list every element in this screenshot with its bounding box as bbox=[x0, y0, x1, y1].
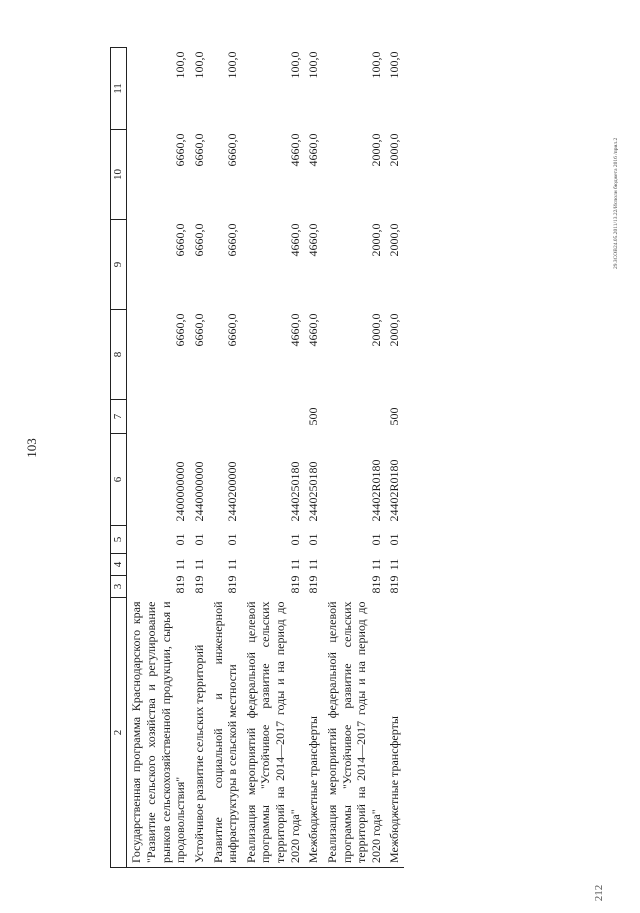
table-row bbox=[242, 48, 305, 868]
column-number-header-row bbox=[111, 48, 127, 868]
amount-col-10: 6660,0 bbox=[173, 133, 188, 167]
header-col-5: 5 bbox=[111, 526, 127, 554]
expense-type-code: 500 bbox=[306, 407, 321, 426]
row-name: Развитие социальной и инженерной инфраструктуры в сельской местности bbox=[209, 598, 242, 868]
section-code: 11 bbox=[287, 558, 302, 571]
row-name: Государственная программа Краснодарского края "Развитие сельского хозяйства и регулирование рынков сельскохозяйственной продукции, сырья и продовольствия" bbox=[127, 598, 190, 868]
percent-col-11: 100,0 bbox=[191, 51, 206, 79]
amount-col-8: 6660,0 bbox=[173, 313, 188, 347]
ministry-code: 819 bbox=[287, 575, 302, 594]
target-article-code: 2440200000 bbox=[225, 461, 240, 522]
amount-col-10: 2000,0 bbox=[368, 133, 383, 167]
header-col-4: 4 bbox=[111, 554, 127, 576]
ministry-code: 819 bbox=[173, 575, 188, 594]
header-col-3: 3 bbox=[111, 576, 127, 598]
amount-col-9: 6660,0 bbox=[191, 223, 206, 257]
sheet-number-mark: 212 bbox=[593, 884, 605, 902]
percent-col-11: 100,0 bbox=[173, 51, 188, 79]
amount-col-10: 6660,0 bbox=[225, 133, 240, 167]
ministry-code: 819 bbox=[225, 575, 240, 594]
amount-col-9: 6660,0 bbox=[173, 223, 188, 257]
amount-col-9: 4660,0 bbox=[287, 223, 302, 257]
table-row bbox=[209, 48, 242, 868]
amount-col-10: 4660,0 bbox=[306, 133, 321, 167]
ministry-code: 819 bbox=[368, 575, 383, 594]
table-row bbox=[385, 48, 404, 868]
target-article-code: 2440250180 bbox=[287, 461, 302, 522]
header-col-10: 10 bbox=[111, 130, 127, 220]
header-col-9: 9 bbox=[111, 220, 127, 310]
amount-col-10: 6660,0 bbox=[191, 133, 206, 167]
percent-col-11: 100,0 bbox=[387, 51, 402, 79]
amount-col-9: 2000,0 bbox=[387, 223, 402, 257]
amount-col-10: 4660,0 bbox=[287, 133, 302, 167]
subsection-code: 01 bbox=[225, 533, 240, 546]
amount-col-10: 2000,0 bbox=[387, 133, 402, 167]
section-code: 11 bbox=[306, 558, 321, 571]
expense-type-code bbox=[190, 400, 209, 434]
amount-col-8: 4660,0 bbox=[287, 313, 302, 347]
expense-type-code bbox=[242, 400, 305, 434]
table-row bbox=[127, 48, 190, 868]
header-col-11: 11 bbox=[111, 48, 127, 130]
ministry-code: 819 bbox=[387, 575, 402, 594]
section-code: 11 bbox=[191, 558, 206, 571]
amount-col-8: 6660,0 bbox=[191, 313, 206, 347]
table-row bbox=[323, 48, 386, 868]
expense-type-code bbox=[323, 400, 386, 434]
section-code: 11 bbox=[387, 558, 402, 571]
ministry-code: 819 bbox=[191, 575, 206, 594]
subsection-code: 01 bbox=[173, 533, 188, 546]
expense-type-code bbox=[209, 400, 242, 434]
percent-col-11: 100,0 bbox=[368, 51, 383, 79]
target-article-code: 2440250180 bbox=[306, 461, 321, 522]
percent-col-11: 100,0 bbox=[225, 51, 240, 79]
amount-col-9: 4660,0 bbox=[306, 223, 321, 257]
row-name: Устойчивое развитие сельских территорий bbox=[190, 598, 209, 868]
percent-col-11: 100,0 bbox=[306, 51, 321, 79]
header-col-6: 6 bbox=[111, 434, 127, 526]
header-col-8: 8 bbox=[111, 310, 127, 400]
rotated-table-wrapper bbox=[110, 48, 610, 868]
document-footer-code: 29.ЗСОВ24.05.2011/13.22/Исполн бюджета 2016 /прил.2 bbox=[613, 137, 619, 269]
subsection-code: 01 bbox=[387, 533, 402, 546]
target-article-code: 2440000000 bbox=[191, 461, 206, 522]
row-name: Межбюджетные трансферты bbox=[385, 598, 404, 868]
table-row bbox=[190, 48, 209, 868]
expense-type-code bbox=[127, 400, 190, 434]
amount-col-8: 4660,0 bbox=[306, 313, 321, 347]
subsection-code: 01 bbox=[287, 533, 302, 546]
section-code: 11 bbox=[173, 558, 188, 571]
subsection-code: 01 bbox=[191, 533, 206, 546]
target-article-code: 24402R0180 bbox=[368, 459, 383, 522]
amount-col-8: 2000,0 bbox=[368, 313, 383, 347]
row-name: Реализация мероприятий федеральной целевой программы "Устойчивое развитие сельских территорий на 2014—2017 годы и на период до 2020 года" bbox=[242, 598, 305, 868]
subsection-code: 01 bbox=[368, 533, 383, 546]
amount-col-9: 6660,0 bbox=[225, 223, 240, 257]
header-col-7: 7 bbox=[111, 400, 127, 434]
page-number: 103 bbox=[24, 438, 39, 458]
header-col-2: 2 bbox=[111, 598, 127, 868]
amount-col-9: 2000,0 bbox=[368, 223, 383, 257]
expense-type-code: 500 bbox=[387, 407, 402, 426]
target-article-code: 24402R0180 bbox=[387, 459, 402, 522]
ministry-code: 819 bbox=[306, 575, 321, 594]
row-name: Реализация мероприятий федеральной целевой программы "Устойчивое развитие сельских территорий на 2014—2017 годы и на период до 2020 года" bbox=[323, 598, 386, 868]
table-row bbox=[304, 48, 323, 868]
row-name: Межбюджетные трансферты bbox=[304, 598, 323, 868]
subsection-code: 01 bbox=[306, 533, 321, 546]
budget-execution-table bbox=[110, 47, 404, 868]
amount-col-8: 6660,0 bbox=[225, 313, 240, 347]
section-code: 11 bbox=[368, 558, 383, 571]
section-code: 11 bbox=[225, 558, 240, 571]
amount-col-8: 2000,0 bbox=[387, 313, 402, 347]
percent-col-11: 100,0 bbox=[287, 51, 302, 79]
target-article-code: 2400000000 bbox=[173, 461, 188, 522]
